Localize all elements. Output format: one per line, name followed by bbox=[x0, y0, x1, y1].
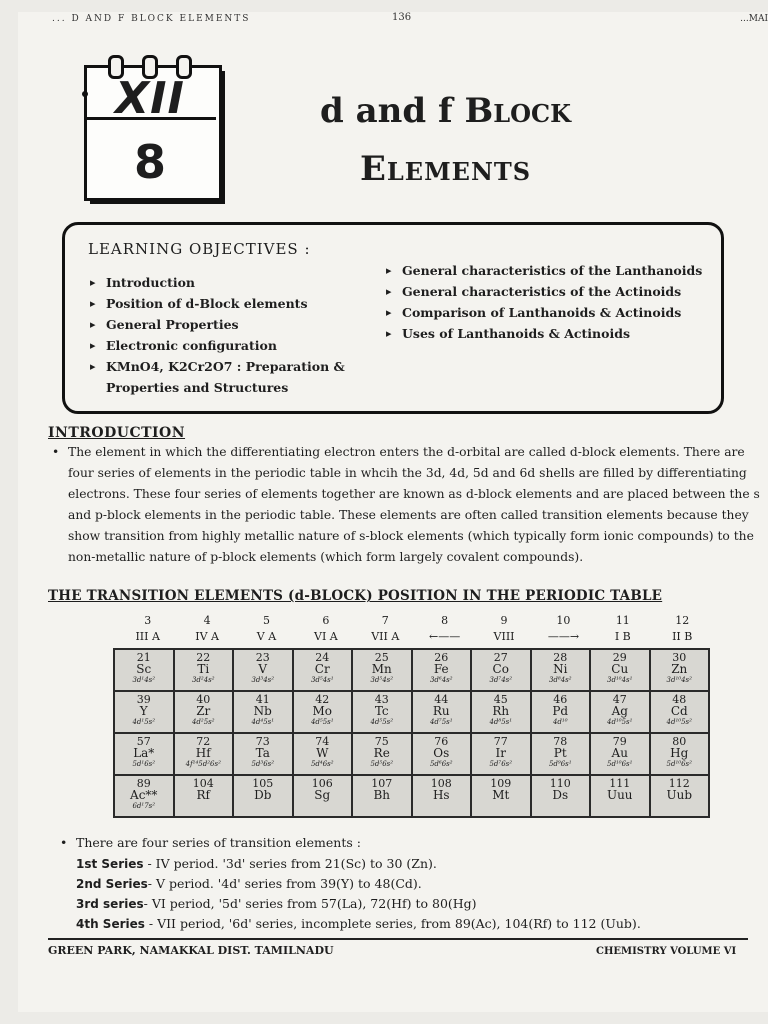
element-cell bbox=[531, 691, 591, 733]
group-label: IV A bbox=[195, 630, 219, 643]
element-symbol: Ru bbox=[432, 704, 450, 718]
element-symbol: Au bbox=[611, 746, 628, 760]
electron-config: 5d⁷6s² bbox=[489, 760, 513, 768]
element-symbol: Sg bbox=[314, 788, 331, 802]
footer-rule bbox=[48, 938, 748, 940]
atomic-number: 107 bbox=[371, 777, 393, 790]
electron-config: 5d³6s² bbox=[251, 760, 275, 768]
electron-config: 5d⁶6s² bbox=[429, 760, 453, 768]
element-symbol: Ta bbox=[255, 746, 270, 760]
atomic-number: 25 bbox=[374, 651, 389, 664]
group-number: 4 bbox=[203, 614, 211, 627]
element-symbol: Ti bbox=[197, 662, 210, 676]
objective-item: ▸ General characteristics of the Lanthanoids bbox=[386, 260, 716, 281]
element-cell bbox=[471, 733, 531, 775]
element-symbol: Cr bbox=[314, 662, 330, 676]
table-row bbox=[114, 775, 709, 817]
group-label: ——→ bbox=[547, 630, 580, 643]
atomic-number: 73 bbox=[255, 735, 270, 748]
group-label: II B bbox=[672, 630, 693, 643]
running-head-right: ...MAI bbox=[740, 14, 768, 24]
element-symbol: V bbox=[258, 662, 268, 676]
group-label: V A bbox=[256, 630, 277, 643]
series-item bbox=[76, 876, 756, 891]
element-cell bbox=[233, 775, 293, 817]
element-symbol: Mt bbox=[492, 788, 510, 802]
electron-config: 4d⁸5s¹ bbox=[489, 718, 513, 726]
element-symbol: Uuu bbox=[606, 788, 633, 802]
atomic-number: 42 bbox=[315, 693, 330, 706]
element-symbol: Zn bbox=[671, 662, 688, 676]
atomic-number: 27 bbox=[493, 651, 508, 664]
electron-config: 5d¹⁰6s¹ bbox=[607, 760, 633, 768]
atomic-number: 39 bbox=[136, 693, 151, 706]
atomic-number: 77 bbox=[493, 735, 508, 748]
element-cell bbox=[590, 733, 650, 775]
series-text: - V period. '4d' series from 39(Y) to 48(Cd). bbox=[147, 876, 422, 891]
title-line2: Elements bbox=[360, 149, 532, 189]
atomic-number: 76 bbox=[434, 735, 449, 748]
element-cell bbox=[650, 691, 710, 733]
table-row bbox=[114, 733, 709, 775]
series-label: 3rd series bbox=[76, 897, 144, 911]
objective-item: ▸ General characteristics of the Actinoids bbox=[386, 281, 716, 302]
element-symbol: Tc bbox=[374, 704, 389, 718]
electron-config: 4d¹⁰5s¹ bbox=[607, 718, 633, 726]
atomic-number: 75 bbox=[374, 735, 389, 748]
series-item bbox=[76, 856, 756, 871]
group-label: VI A bbox=[314, 630, 338, 643]
periodic-table-d-block bbox=[113, 648, 710, 818]
group-number-row bbox=[118, 614, 712, 627]
atomic-number: 28 bbox=[553, 651, 568, 664]
element-cell bbox=[233, 649, 293, 691]
atomic-number: 74 bbox=[315, 735, 330, 748]
series-intro: • There are four series of transition elements : bbox=[60, 835, 361, 850]
element-cell bbox=[590, 691, 650, 733]
chapter-number: 8 bbox=[133, 135, 166, 189]
element-cell bbox=[412, 649, 472, 691]
objective-item: ▸ KMnO4, K2Cr2O7 : Preparation & Properties and Structures bbox=[90, 356, 370, 398]
atomic-number: 30 bbox=[672, 651, 687, 664]
objective-item: ▸ Position of d-Block elements bbox=[90, 293, 370, 314]
electron-config: 3d³4s² bbox=[251, 676, 275, 684]
element-cell bbox=[650, 775, 710, 817]
group-number: 9 bbox=[500, 614, 508, 627]
electron-config: 5d⁵6s² bbox=[370, 760, 394, 768]
group-number: 5 bbox=[262, 614, 270, 627]
electron-config: 3d¹⁰4s¹ bbox=[607, 676, 633, 684]
group-label: VIII bbox=[493, 630, 515, 643]
electron-config: 3d⁶4s² bbox=[429, 676, 453, 684]
electron-config: 5d⁹6s¹ bbox=[548, 760, 572, 768]
element-symbol: Ni bbox=[553, 662, 568, 676]
series-label: 2nd Series bbox=[76, 877, 148, 891]
atomic-number: 21 bbox=[136, 651, 151, 664]
title-prefix: d and f bbox=[320, 91, 453, 131]
element-symbol: Hs bbox=[432, 788, 450, 802]
electron-config: 6d¹7s² bbox=[132, 802, 156, 810]
element-symbol: Nb bbox=[253, 704, 272, 718]
atomic-number: 23 bbox=[255, 651, 270, 664]
group-label: ←—— bbox=[429, 630, 461, 643]
series-label: 4th Series bbox=[76, 917, 145, 931]
element-cell bbox=[412, 775, 472, 817]
group-number: 8 bbox=[441, 614, 449, 627]
element-cell bbox=[114, 733, 174, 775]
introduction-paragraph: • The element in which the differentiating electron enters the d-orbital are called d-block elements. There are four series of elements in the periodic table in whcih the 3d, 4d, 5d and 6d shells are filled by differentiating electrons. These four series of elements together are known as d-block elements and are placed between the s and p-block elements in the periodic table. These elements are often called transition elements because they show transition from highly metallic nature of s-block elements (which typically form ionic compounds) to the non-metallic nature of p-block elements (which form largely covalent compounds). bbox=[52, 442, 766, 568]
electron-config: 3d⁵4s¹ bbox=[310, 676, 334, 684]
element-cell bbox=[174, 649, 234, 691]
electron-config: 4d⁵5s² bbox=[370, 718, 394, 726]
title-word: Block bbox=[464, 91, 571, 131]
element-cell bbox=[114, 649, 174, 691]
footer-volume: CHEMISTRY VOLUME VI bbox=[596, 946, 737, 957]
atomic-number: 79 bbox=[612, 735, 627, 748]
atomic-number: 24 bbox=[315, 651, 330, 664]
atomic-number: 45 bbox=[493, 693, 508, 706]
element-symbol: Fe bbox=[433, 662, 449, 676]
element-symbol: Cu bbox=[611, 662, 629, 676]
atomic-number: 89 bbox=[136, 777, 151, 790]
electron-config: 4d⁵5s¹ bbox=[310, 718, 334, 726]
group-number: 11 bbox=[615, 614, 630, 627]
element-symbol: Ag bbox=[611, 704, 628, 718]
table-row bbox=[114, 649, 709, 691]
element-symbol: Uub bbox=[666, 788, 693, 802]
electron-config: 3d⁸4s² bbox=[548, 676, 572, 684]
element-cell bbox=[650, 733, 710, 775]
atomic-number: 47 bbox=[612, 693, 627, 706]
group-label: I B bbox=[614, 630, 631, 643]
element-symbol: Sc bbox=[136, 662, 152, 676]
electron-config: 5d¹6s² bbox=[132, 760, 156, 768]
element-cell bbox=[531, 649, 591, 691]
element-symbol: Os bbox=[433, 746, 450, 760]
atomic-number: 112 bbox=[668, 777, 690, 790]
element-cell bbox=[531, 733, 591, 775]
table-row bbox=[114, 691, 709, 733]
objectives-right-list bbox=[386, 260, 716, 344]
element-symbol: Zr bbox=[196, 704, 211, 718]
electron-config: 4d¹⁰5s² bbox=[666, 718, 692, 726]
atomic-number: 80 bbox=[672, 735, 687, 748]
electron-config: 3d¹4s² bbox=[132, 676, 156, 684]
group-label: VII A bbox=[371, 630, 400, 643]
atomic-number: 40 bbox=[196, 693, 211, 706]
electron-config: 3d²4s² bbox=[191, 676, 215, 684]
electron-config: 5d⁴6s² bbox=[310, 760, 334, 768]
series-text: - VI period, '5d' series from 57(La), 72(Hf) to 80(Hg) bbox=[143, 896, 477, 911]
group-label-row bbox=[118, 630, 712, 643]
atomic-number: 48 bbox=[672, 693, 687, 706]
element-cell bbox=[352, 775, 412, 817]
group-number: 3 bbox=[144, 614, 152, 627]
element-symbol: Mo bbox=[312, 704, 332, 718]
atomic-number: 111 bbox=[609, 777, 631, 790]
series-label: 1st Series bbox=[76, 857, 144, 871]
series-item bbox=[76, 916, 756, 931]
atomic-number: 72 bbox=[196, 735, 211, 748]
element-symbol: Bh bbox=[373, 788, 391, 802]
table-title: THE TRANSITION ELEMENTS (d-BLOCK) POSITION IN THE PERIODIC TABLE bbox=[48, 588, 663, 604]
electron-config: 4d¹⁰ bbox=[552, 718, 568, 726]
atomic-number: 26 bbox=[434, 651, 449, 664]
element-symbol: Hg bbox=[670, 746, 689, 760]
element-symbol: Ds bbox=[552, 788, 569, 802]
element-cell bbox=[233, 733, 293, 775]
element-cell bbox=[114, 775, 174, 817]
electron-config: 5d¹⁰6s² bbox=[666, 760, 692, 768]
element-cell bbox=[471, 691, 531, 733]
electron-config: 4d⁴5s¹ bbox=[251, 718, 275, 726]
group-label: III A bbox=[135, 630, 160, 643]
element-symbol: Ir bbox=[495, 746, 506, 760]
element-cell bbox=[352, 691, 412, 733]
element-cell bbox=[650, 649, 710, 691]
atomic-number: 106 bbox=[311, 777, 333, 790]
element-cell bbox=[293, 733, 353, 775]
element-symbol: Mn bbox=[371, 662, 392, 676]
atomic-number: 41 bbox=[255, 693, 270, 706]
element-symbol: W bbox=[316, 746, 329, 760]
element-cell bbox=[293, 775, 353, 817]
element-symbol: Co bbox=[492, 662, 509, 676]
element-symbol: Re bbox=[373, 746, 390, 760]
objective-item: ▸ General Properties bbox=[90, 314, 370, 335]
atomic-number: 108 bbox=[430, 777, 452, 790]
element-cell bbox=[590, 775, 650, 817]
electron-config: 4d¹5s² bbox=[132, 718, 156, 726]
electron-config: 4d⁷5s¹ bbox=[429, 718, 453, 726]
element-cell bbox=[471, 775, 531, 817]
element-cell bbox=[412, 691, 472, 733]
atomic-number: 78 bbox=[553, 735, 568, 748]
element-cell bbox=[174, 733, 234, 775]
electron-config: 4d²5s² bbox=[191, 718, 215, 726]
group-number: 6 bbox=[322, 614, 330, 627]
element-cell bbox=[174, 691, 234, 733]
footer-publisher: GREEN PARK, NAMAKKAL DIST. TAMILNADU bbox=[48, 944, 334, 957]
element-symbol: Ac** bbox=[130, 788, 158, 802]
electron-config: 3d⁷4s² bbox=[489, 676, 513, 684]
element-symbol: Rf bbox=[196, 788, 210, 802]
introduction-heading: INTRODUCTION bbox=[48, 425, 186, 441]
group-number: 7 bbox=[381, 614, 389, 627]
objective-item: ▸ Uses of Lanthanoids & Actinoids bbox=[386, 323, 716, 344]
page-number: 136 bbox=[392, 12, 412, 23]
element-symbol: La* bbox=[133, 746, 155, 760]
element-cell bbox=[412, 733, 472, 775]
class-label: XII bbox=[115, 73, 185, 124]
element-symbol: Hf bbox=[195, 746, 211, 760]
electron-config: 3d¹⁰4s² bbox=[666, 676, 692, 684]
element-cell bbox=[590, 649, 650, 691]
atomic-number: 29 bbox=[612, 651, 627, 664]
objectives-left-list bbox=[90, 272, 370, 398]
element-cell bbox=[293, 649, 353, 691]
series-text: - VII period, '6d' series, incomplete series, from 89(Ac), 104(Rf) to 112 (Uub). bbox=[144, 916, 641, 931]
atomic-number: 105 bbox=[252, 777, 274, 790]
element-cell bbox=[233, 691, 293, 733]
electron-config: 4f¹⁴5d²6s² bbox=[185, 760, 221, 768]
series-item bbox=[76, 896, 756, 911]
element-symbol: Pd bbox=[552, 704, 569, 718]
element-symbol: Rh bbox=[492, 704, 510, 718]
atomic-number: 44 bbox=[434, 693, 449, 706]
objective-item: ▸ Introduction bbox=[90, 272, 370, 293]
element-symbol: Db bbox=[254, 788, 272, 802]
element-cell bbox=[293, 691, 353, 733]
group-number: 10 bbox=[556, 614, 571, 627]
element-cell bbox=[352, 733, 412, 775]
objective-item: ▸ Electronic configuration bbox=[90, 335, 370, 356]
atomic-number: 43 bbox=[374, 693, 389, 706]
chapter-title bbox=[320, 82, 571, 198]
element-cell bbox=[114, 691, 174, 733]
series-text: - IV period. '3d' series from 21(Sc) to 30 (Zn). bbox=[143, 856, 437, 871]
atomic-number: 104 bbox=[192, 777, 214, 790]
element-symbol: Cd bbox=[670, 704, 688, 718]
electron-config: 3d⁵4s² bbox=[370, 676, 394, 684]
element-cell bbox=[352, 649, 412, 691]
chapter-calendar-badge bbox=[84, 55, 224, 201]
element-cell bbox=[471, 649, 531, 691]
element-symbol: Y bbox=[139, 704, 148, 718]
group-number: 12 bbox=[675, 614, 690, 627]
element-cell bbox=[174, 775, 234, 817]
atomic-number: 57 bbox=[136, 735, 151, 748]
atomic-number: 110 bbox=[549, 777, 571, 790]
running-head: ... D AND F BLOCK ELEMENTS bbox=[52, 14, 251, 24]
element-cell bbox=[531, 775, 591, 817]
atomic-number: 22 bbox=[196, 651, 211, 664]
atomic-number: 46 bbox=[553, 693, 568, 706]
objective-item: ▸ Comparison of Lanthanoids & Actinoids bbox=[386, 302, 716, 323]
objectives-heading: LEARNING OBJECTIVES : bbox=[88, 240, 311, 258]
atomic-number: 109 bbox=[490, 777, 512, 790]
element-symbol: Pt bbox=[553, 746, 567, 760]
